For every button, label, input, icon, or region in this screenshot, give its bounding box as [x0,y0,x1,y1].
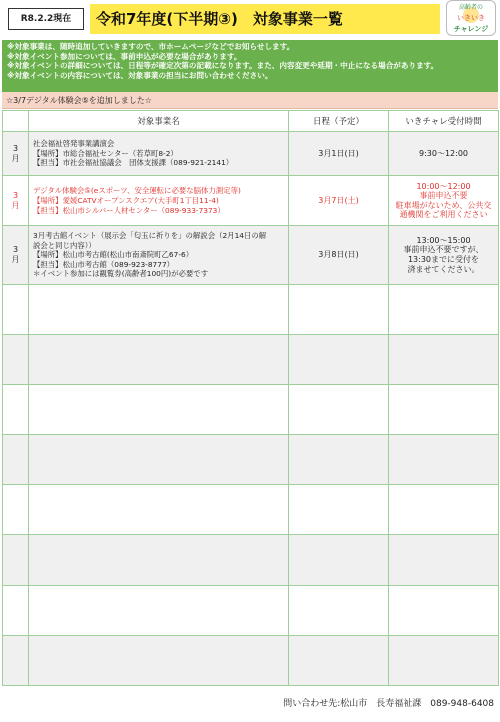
event-title: デジタル体験会⑤(eスポーツ、安全運転に必要な脳体力測定等) [33,186,241,196]
reception-note: 通機関をご利用ください [399,210,488,220]
reception-time-cell [389,226,499,284]
reception-note: 済ませてください。 [407,264,480,274]
header [0,0,500,38]
logo-line-1: 高齢者の [458,4,484,11]
header-schedule: 日程（予定） [289,111,389,132]
month-number: 3 [12,143,19,153]
logo-line-3: チャレンジ [453,25,489,33]
month-number: 3 [12,244,19,254]
reception-time: 10:00～12:00 [416,181,471,191]
event-location: 【場所】市総合福祉センター（若草町8-2） [33,148,178,158]
reception-time: 9:30～12:00 [418,148,469,158]
event-contact: 【担当】松山市考古館（089-923-8777） [33,259,175,269]
event-location: 【場所】愛媛CATVオープンスクエア(大手町1丁目11-4) [33,195,219,205]
header-event-name: 対象事業名 [29,111,289,132]
announcement-bar: ☆3/7デジタル体験会⑤を追加しました☆ [2,92,498,109]
event-location: 【場所】松山市考古館(松山市南斎院町乙67-6） [33,250,194,260]
event-date: 3月8日(日) [289,226,389,284]
month-cell [3,226,29,284]
event-note: ＊イベント参加には観覧券(高齢者100円)が必要です [33,269,209,279]
event-cell [29,132,289,176]
event-title-continued: 説会と同じ内容）） [33,240,96,250]
table-row [3,226,499,284]
empty-row [3,585,499,635]
reception-time-cell [389,176,499,226]
event-title: 社会福祉啓発事業講演会 [33,139,115,149]
reception-note: 13:30までに受付を [407,254,480,264]
table-header-row [3,111,499,132]
footer-contact: 問い合わせ先:松山市 長寿福祉課 089-948-6408 [283,699,494,709]
ikichalle-logo [446,0,496,36]
empty-row [3,384,499,434]
event-date: 3月7日(土) [289,176,389,226]
month-unit: 月 [11,200,20,210]
event-contact: 【担当】松山市シルバー人材センター（089-933-7373） [33,205,225,215]
month-cell [3,132,29,176]
month-unit: 月 [11,153,20,163]
month-unit: 月 [11,254,20,264]
notice-line: ※対象イベント参加については、事前申込が必要な場合があります。 [7,51,242,61]
empty-row [3,435,499,485]
header-reception-time: いきチャレ受付時間 [389,111,499,132]
notice-box [2,40,498,92]
date-badge: R8.2.2現在 [8,8,84,30]
reception-time-cell [389,132,499,176]
notice-line: ※対象イベントの内容については、対象事業の担当にお問い合わせください。 [7,70,273,80]
ikichalle-logo-graphic [447,1,495,35]
notice-line: ※対象イベントの詳細については、日程等が確定次第の記載になります。また、内容変更や延期・中止になる場合があります。 [7,61,439,71]
event-contact: 【担当】市社会福祉協議会 団体支援課（089-921-2141） [33,158,234,168]
table-row [3,132,499,176]
table-row [3,176,499,226]
reception-note: 駐車場がないため、公共交 [395,200,492,210]
empty-row [3,334,499,384]
events-table [2,110,499,686]
notice-line: ※対象事業は、随時追加していきますので、市ホームページなどでお知らせします。 [7,42,295,51]
month-cell [3,176,29,226]
reception-note: 事前申込不要 [419,191,468,201]
event-cell [29,176,289,226]
reception-note: 事前申込不要ですが、 [403,245,484,255]
logo-line-2: いきいき [457,14,485,22]
month-number: 3 [12,190,19,200]
event-date: 3月1日(日) [289,132,389,176]
empty-row [3,635,499,685]
empty-row [3,284,499,334]
empty-row [3,485,499,535]
reception-time: 13:00～15:00 [416,235,471,245]
header-month [3,111,29,132]
empty-row [3,535,499,585]
page-title: 令和7年度(下半期③) 対象事業一覧 [90,4,440,34]
event-cell [29,226,289,284]
event-title: 3月考古館イベント（展示会「匂玉に祈りを」の解説会（2月14日の解 [33,230,267,240]
